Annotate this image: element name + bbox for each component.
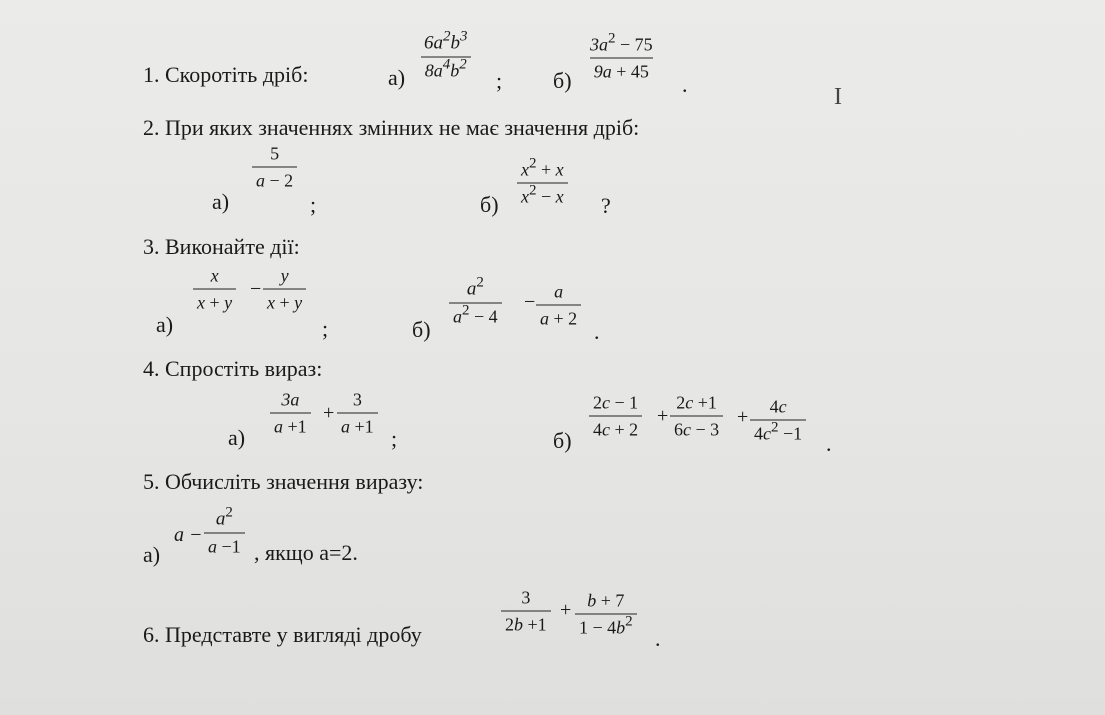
task-1a-separator: ;	[496, 68, 503, 93]
task-5-label: 5. Обчисліть значення виразу:	[143, 469, 424, 494]
task-4-label: 4. Спростіть вираз:	[143, 356, 323, 381]
task-3a-fraction-2: $\frac{y}{x + y}$	[263, 266, 306, 313]
task-3b-minus: −	[524, 291, 536, 313]
task-4b-fraction-2: $\frac{2c +1}{6c - 3}$	[670, 393, 723, 440]
task-6-fraction-2: $\frac{b + 7}{1 - 4b^2}$	[575, 591, 637, 638]
task-1b-fraction: $\frac{3a^2 - 75}{9a + 45}$	[590, 30, 653, 82]
task-6-label: 6. Представте у вигляді дробу	[143, 622, 422, 647]
text-cursor-icon: I	[834, 84, 842, 110]
task-4a-separator: ;	[391, 426, 398, 451]
task-4a-plus: +	[323, 402, 335, 424]
task-2b-end: ?	[601, 193, 611, 218]
task-1b-marker: б)	[553, 68, 572, 93]
task-1a-marker: а)	[388, 65, 406, 90]
task-1-label: 1. Скоротіть дріб:	[143, 62, 309, 87]
task-2-label: 2. При яких значеннях змінних не має значення дріб:	[143, 115, 640, 140]
task-4b-plus-2: +	[737, 406, 749, 428]
task-5a-fraction: $\frac{a^2}{a -1}$	[204, 510, 245, 557]
task-1b-end: .	[682, 72, 688, 97]
task-4a-fraction-1: $\frac{3a}{a +1}$	[270, 390, 311, 437]
task-4b-marker: б)	[553, 428, 572, 453]
task-2a-marker: а)	[212, 189, 230, 214]
task-4b-fraction-1: $\frac{2c - 1}{4c + 2}$	[589, 393, 642, 440]
task-3b-fraction-1: $\frac{a^2}{a^2 - 4}$	[449, 280, 502, 327]
task-1a-fraction: $\frac{6a^2b^3}{8a^4b^2}$	[420, 34, 472, 81]
task-3-label: 3. Виконайте дії:	[143, 234, 300, 259]
task-2b-marker: б)	[480, 192, 499, 217]
task-3a-fraction-1: $\frac{x}{x + y}$	[193, 266, 236, 313]
task-4b-end: .	[826, 431, 832, 456]
task-6-end: .	[655, 626, 661, 651]
task-6-fraction-1: $\frac{3}{2b +1}$	[501, 588, 551, 635]
task-4a-fraction-2: $\frac{3}{a +1}$	[337, 390, 378, 437]
task-5a-condition: , якщо а=2.	[254, 540, 358, 565]
task-4b-plus-1: +	[657, 405, 669, 427]
task-4b-fraction-3: $\frac{4c}{4c^2 -1}$	[750, 397, 806, 444]
task-2b-fraction: $\frac{x^2 + x}{x^2 - x}$	[517, 160, 568, 207]
task-2a-separator: ;	[310, 192, 317, 217]
task-5a-term: a −	[174, 524, 203, 546]
task-2a-fraction: $\frac{5}{a - 2}$	[252, 144, 297, 191]
task-3a-marker: а)	[156, 312, 174, 337]
task-3a-separator: ;	[322, 316, 329, 341]
task-3b-fraction-2: $\frac{a}{a + 2}$	[536, 282, 581, 329]
task-3b-marker: б)	[412, 317, 431, 342]
task-4a-marker: а)	[228, 425, 246, 450]
task-3b-end: .	[594, 319, 600, 344]
task-6-plus: +	[560, 599, 572, 621]
task-5a-marker: а)	[143, 542, 161, 567]
task-3a-minus: −	[250, 278, 262, 300]
